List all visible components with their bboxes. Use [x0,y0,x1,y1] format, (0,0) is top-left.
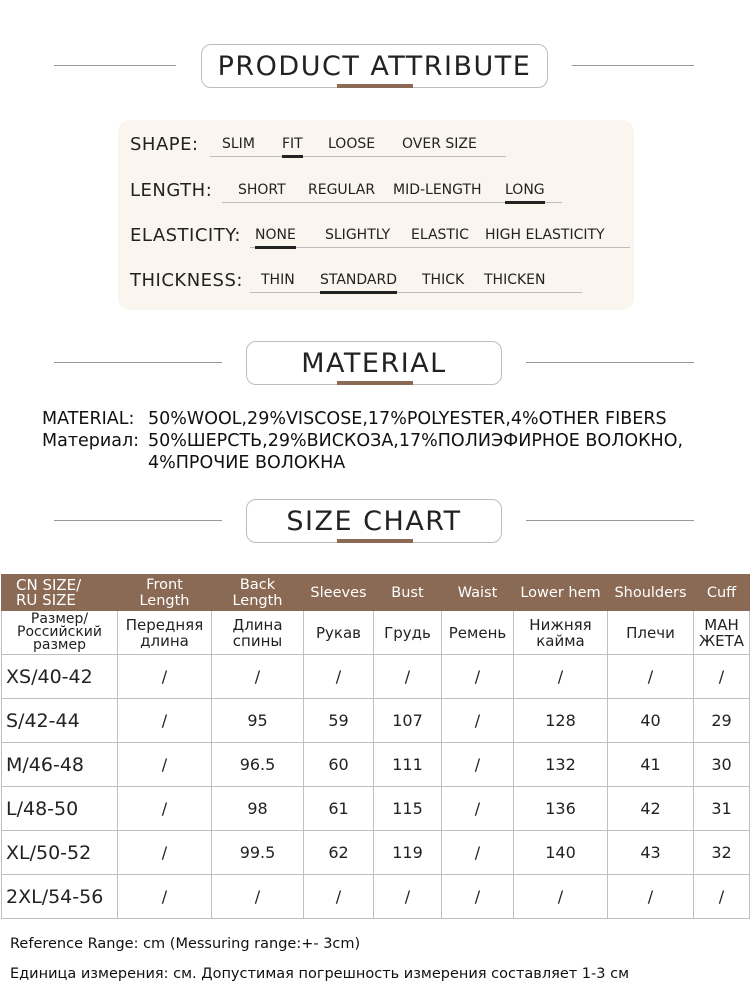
attribute-option-selected: STANDARD [320,272,398,288]
size-label-cell: M/46-48 [2,743,118,787]
column-header: Waist [442,575,514,611]
measurement-cell: / [442,875,514,919]
measurement-cell: / [374,655,442,699]
heading-accent-bar [337,539,413,543]
measurement-cell: / [514,875,608,919]
header-size-cell [2,575,118,611]
measurement-cell: 32 [694,831,750,875]
attribute-option: LOOSE [328,136,376,152]
attribute-option: MID-LENGTH [393,182,482,198]
measurement-cell: / [442,831,514,875]
measurement-cell: / [118,831,212,875]
material-label-ru: Материал: [42,431,140,451]
attribute-underline [250,247,630,248]
ru-column-header-line: МАН [704,615,739,634]
attribute-option: THICKEN [484,272,546,288]
attribute-label: LENGTH: [130,180,213,201]
header-size-line: CN SIZE/ [16,575,82,594]
measurement-cell: / [442,655,514,699]
ru-column-header-line: Рукав [315,623,361,642]
table-header-row [2,575,750,611]
divider-right [572,65,694,66]
measurement-cell: 59 [304,699,374,743]
size-label-cell: 2XL/54-56 [2,875,118,919]
header-size-line: RU SIZE [16,590,76,609]
heading-pill [246,499,502,543]
attribute-row-thickness [130,270,620,300]
ru-column-header-line: спины [232,631,283,650]
material-value-ru: 50%ШЕРСТЬ,29%ВИСКОЗА,17%ПОЛИЭФИРНОЕ ВОЛОКНО, [148,431,684,451]
attribute-label: ELASTICITY: [130,225,241,246]
heading-pill [246,341,502,385]
ru-column-header [514,611,608,655]
measurement-cell: 42 [608,787,694,831]
divider-right [526,520,694,521]
ru-column-header-line: Плечи [626,623,675,642]
attribute-label: THICKNESS: [130,270,243,291]
material-heading [0,341,750,401]
ru-column-header-line: ЖЕТА [698,631,745,650]
ru-column-header-line: кайма [536,631,585,650]
measurement-cell: 115 [374,787,442,831]
attribute-option-selected: NONE [255,227,296,243]
ru-column-header-line: Передняя [125,615,204,634]
ru-column-header [374,611,442,655]
attribute-option: ELASTIC [411,227,469,243]
ru-column-header [212,611,304,655]
attribute-option-selected: FIT [282,136,303,152]
attribute-option: OVER SIZE [402,136,477,152]
ru-size-cell [2,611,118,655]
material-label-en: MATERIAL: [42,409,135,429]
ru-header-row [2,611,750,655]
heading-title: PRODUCT ATTRIBUTE [217,50,532,82]
measurement-cell: / [374,875,442,919]
column-header: Lower hem [514,575,608,611]
size-label-cell: S/42-44 [2,699,118,743]
measurement-cell: 140 [514,831,608,875]
attribute-option: REGULAR [308,182,376,198]
ru-column-header-line: Нижняя [529,615,592,634]
measurement-cell: 98 [212,787,304,831]
measurement-cell: / [118,787,212,831]
measurement-cell: 136 [514,787,608,831]
divider-left [54,362,222,363]
measurement-cell: / [514,655,608,699]
attribute-option: SLIM [222,136,255,152]
attribute-option: SLIGHTLY [325,227,391,243]
attribute-option: THICK [422,272,465,288]
divider-left [54,520,222,521]
ru-column-header-line: Грудь [384,623,431,642]
table-row [2,831,750,875]
measurement-cell: 107 [374,699,442,743]
table-row [2,655,750,699]
attribute-label: SHAPE: [130,134,199,155]
measurement-cell: 40 [608,699,694,743]
measurement-cell: 95 [212,699,304,743]
heading-accent-bar [337,381,413,385]
measurement-cell: / [694,875,750,919]
attribute-option: HIGH ELASTICITY [485,227,605,243]
column-header: Front Length [118,575,212,611]
attribute-underline [210,156,506,157]
measurement-cell: / [304,875,374,919]
attribute-option: THIN [261,272,295,288]
ru-column-header [442,611,514,655]
attribute-panel [118,120,634,310]
material-value-ru-cont: 4%ПРОЧИЕ ВОЛОКНА [148,453,346,473]
size-label-cell: XL/50-52 [2,831,118,875]
product-attribute-heading [0,44,750,104]
attribute-row-length [130,180,620,210]
measurement-cell: / [212,875,304,919]
measurement-cell: / [694,655,750,699]
table-row [2,699,750,743]
measurement-cell: 96.5 [212,743,304,787]
size-label-cell: L/48-50 [2,787,118,831]
divider-left [54,65,176,66]
size-label-cell: XS/40-42 [2,655,118,699]
column-header: Shoulders [608,575,694,611]
measurement-cell: / [442,699,514,743]
measurement-cell: 29 [694,699,750,743]
ru-column-header [694,611,750,655]
heading-title: MATERIAL [301,347,447,379]
ru-size-line: Размер/ [30,611,89,627]
ru-column-header-line: Длина [232,615,283,634]
measurement-cell: 61 [304,787,374,831]
size-chart-heading [0,499,750,559]
heading-title: SIZE CHART [286,505,462,537]
measurement-cell: / [442,787,514,831]
column-header: Sleeves [304,575,374,611]
measurement-cell: 31 [694,787,750,831]
divider-right [526,362,694,363]
measurement-cell: / [608,875,694,919]
measurement-cell: 132 [514,743,608,787]
measurement-cell: / [212,655,304,699]
attribute-underline [250,292,582,293]
attribute-option: SHORT [238,182,286,198]
column-header: Cuff [694,575,750,611]
measurement-cell: 30 [694,743,750,787]
column-header: Bust [374,575,442,611]
measurement-cell: 41 [608,743,694,787]
attribute-row-shape [130,134,620,164]
ru-size-line: Российский [17,624,102,640]
table-row [2,875,750,919]
reference-note-ru: Единица измерения: см. Допустимая погрешность измерения составляет 1-3 см [10,966,630,982]
material-description [42,408,683,474]
measurement-cell: / [304,655,374,699]
measurement-cell: / [118,743,212,787]
ru-column-header [608,611,694,655]
measurement-cell: 43 [608,831,694,875]
attribute-option-selected: LONG [505,182,545,198]
measurement-cell: 62 [304,831,374,875]
measurement-cell: / [118,699,212,743]
material-value-en: 50%WOOL,29%VISCOSE,17%POLYESTER,4%OTHER FIBERS [148,409,667,429]
table-row [2,787,750,831]
measurement-cell: 111 [374,743,442,787]
measurement-cell: / [608,655,694,699]
measurement-cell: / [118,875,212,919]
heading-pill [201,44,548,88]
column-header: Back Length [212,575,304,611]
size-chart-table [1,574,750,919]
attribute-row-elasticity [130,225,630,255]
ru-column-header [118,611,212,655]
measurement-cell: / [442,743,514,787]
reference-note-en: Reference Range: cm (Messuring range:+- 3cm) [10,936,361,952]
measurement-cell: 128 [514,699,608,743]
table-row [2,743,750,787]
ru-column-header [304,611,374,655]
measurement-cell: / [118,655,212,699]
measurement-cell: 119 [374,831,442,875]
measurement-cell: 99.5 [212,831,304,875]
ru-column-header-line: длина [140,631,189,650]
heading-accent-bar [337,84,413,88]
ru-column-header-line: Ремень [448,623,507,642]
ru-size-line: размер [33,637,86,653]
measurement-cell: 60 [304,743,374,787]
